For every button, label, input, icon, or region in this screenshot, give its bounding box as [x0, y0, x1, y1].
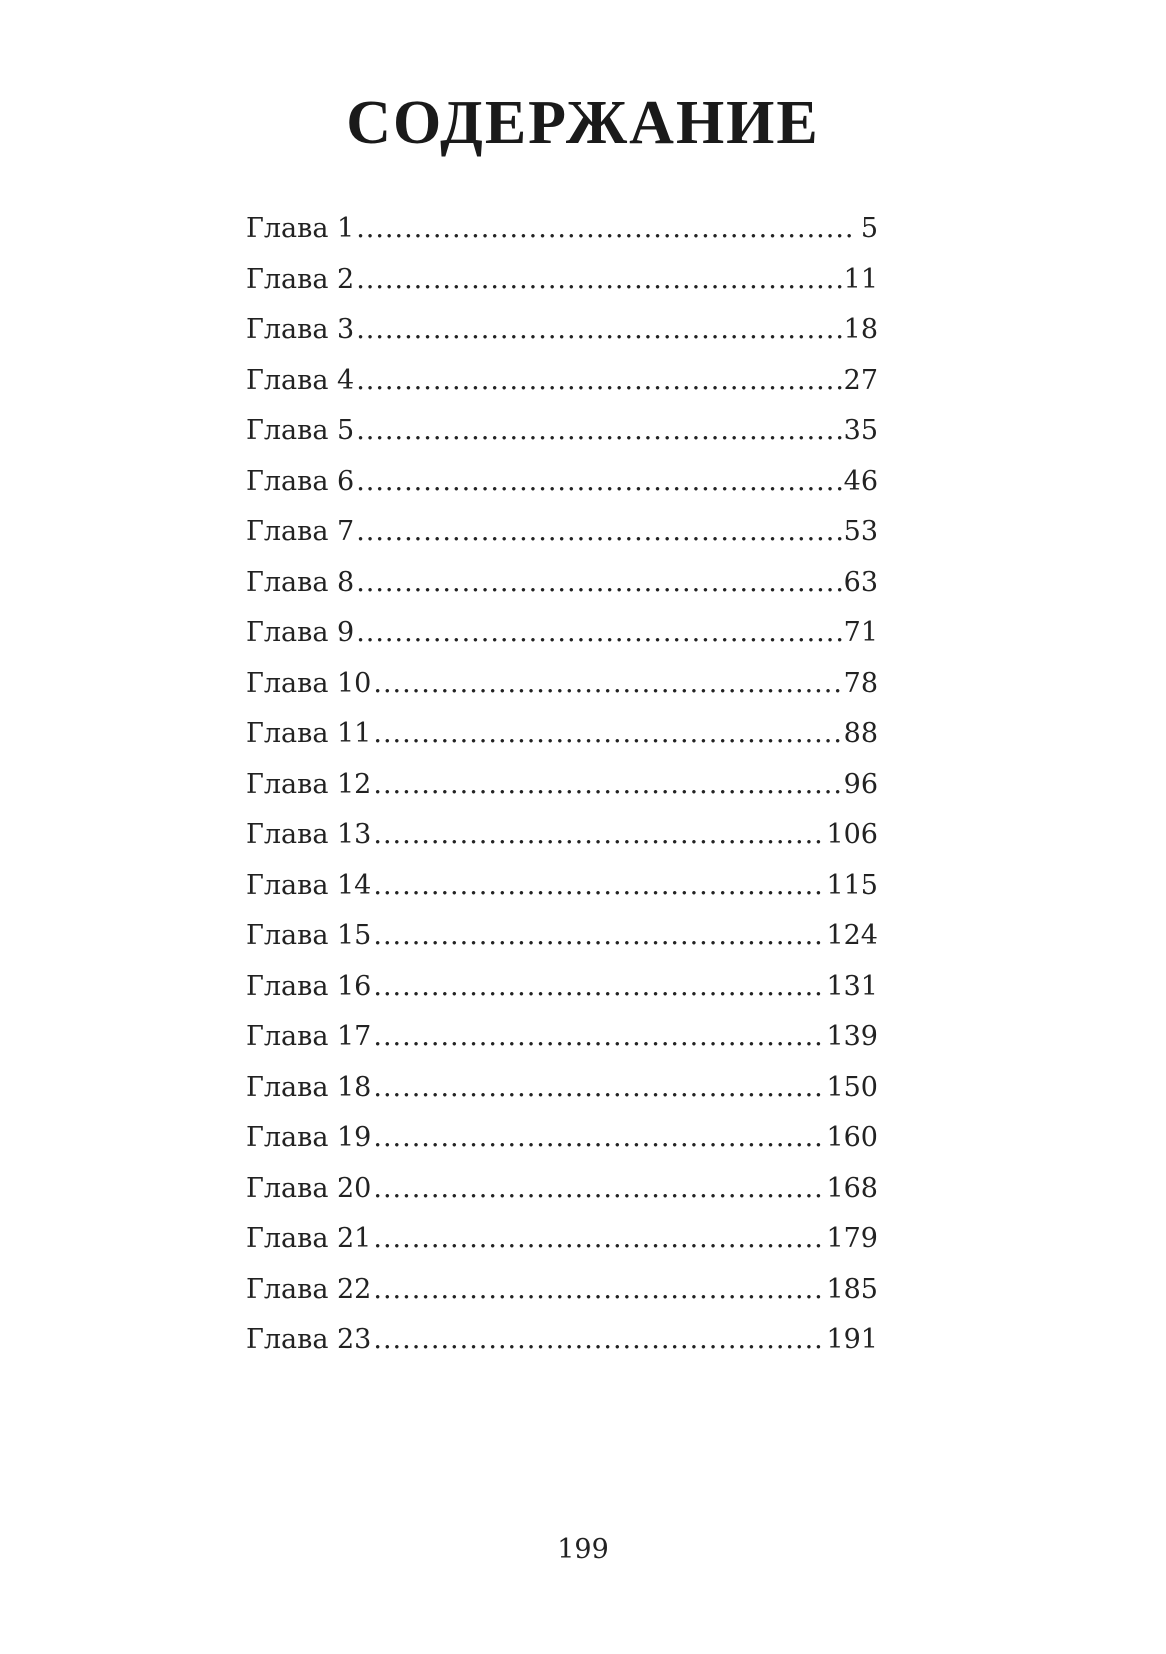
toc-entry [246, 608, 878, 659]
table-of-contents [246, 204, 878, 1366]
toc-entry-label: Глава 9 [246, 617, 355, 648]
dot-leader [373, 659, 841, 710]
dot-leader [373, 1012, 824, 1063]
toc-entry [246, 1164, 878, 1215]
toc-entry [246, 962, 878, 1013]
toc-entry-page: 139 [826, 1021, 878, 1052]
toc-entry-page: 168 [826, 1172, 878, 1204]
dot-leader [356, 507, 841, 558]
dot-leader [356, 558, 841, 609]
toc-entry [246, 1063, 878, 1114]
dot-leader [356, 255, 841, 306]
toc-entry [246, 709, 878, 760]
toc-entry-page: 27 [843, 364, 878, 396]
toc-entry-page: 88 [843, 718, 878, 749]
toc-entry-label: Глава 19 [246, 1122, 372, 1153]
dot-leader [356, 356, 841, 407]
toc-entry [246, 1315, 878, 1366]
toc-entry [246, 305, 878, 356]
toc-entry-label: Глава 6 [246, 465, 355, 497]
toc-entry-label: Глава 18 [246, 1071, 372, 1103]
toc-entry-label: Глава 10 [246, 667, 372, 699]
toc-entry-label: Глава 12 [246, 768, 372, 800]
toc-entry-label: Глава 16 [246, 970, 372, 1002]
dot-leader [373, 709, 841, 760]
toc-entry [246, 406, 878, 457]
dot-leader [356, 305, 841, 356]
toc-entry-label: Глава 14 [246, 869, 372, 901]
toc-entry-label: Глава 23 [246, 1324, 372, 1355]
toc-entry [246, 1012, 878, 1063]
toc-entry [246, 457, 878, 508]
toc-entry-label: Глава 13 [246, 819, 372, 850]
dot-leader [356, 608, 841, 659]
toc-entry-page: 96 [843, 768, 878, 800]
page-title: СОДЕРЖАНИЕ [346, 89, 820, 157]
toc-entry [246, 356, 878, 407]
toc-entry-label: Глава 21 [246, 1223, 372, 1254]
toc-entry-page: 160 [826, 1122, 878, 1153]
toc-entry-label: Глава 4 [246, 364, 355, 396]
toc-entry-page: 185 [826, 1273, 878, 1305]
toc-entry-page: 150 [826, 1071, 878, 1103]
toc-entry-page: 191 [826, 1324, 878, 1355]
toc-entry [246, 255, 878, 306]
toc-entry-label: Глава 2 [246, 263, 355, 295]
toc-entry-label: Глава 22 [246, 1273, 372, 1305]
toc-entry-page: 63 [843, 566, 878, 598]
toc-entry [246, 204, 878, 255]
toc-entry-label: Глава 20 [246, 1172, 372, 1204]
toc-entry [246, 861, 878, 912]
dot-leader [373, 1164, 824, 1215]
toc-entry-page: 46 [843, 465, 878, 497]
dot-leader [373, 1265, 824, 1316]
toc-entry-label: Глава 8 [246, 566, 355, 598]
dot-leader [373, 1063, 824, 1114]
toc-entry-page: 11 [843, 263, 878, 295]
dot-leader [356, 406, 841, 457]
page-number: 199 [557, 1534, 609, 1565]
dot-leader [373, 861, 824, 912]
toc-entry [246, 760, 878, 811]
dot-leader [373, 1315, 824, 1366]
toc-entry-page: 78 [843, 667, 878, 699]
toc-entry-page: 106 [826, 819, 878, 850]
dot-leader [373, 760, 841, 811]
toc-entry-label: Глава 1 [246, 213, 355, 244]
toc-entry [246, 1265, 878, 1316]
toc-entry [246, 507, 878, 558]
toc-entry-page: 5 [860, 213, 878, 244]
toc-entry-label: Глава 5 [246, 415, 355, 446]
dot-leader [373, 1214, 824, 1265]
dot-leader [373, 962, 824, 1013]
toc-entry-page: 53 [843, 516, 878, 547]
dot-leader [356, 457, 841, 508]
dot-leader [373, 911, 824, 962]
dot-leader [373, 1113, 824, 1164]
toc-entry-page: 115 [826, 869, 878, 901]
toc-entry-label: Глава 3 [246, 314, 355, 345]
toc-entry-label: Глава 15 [246, 920, 372, 951]
toc-entry-page: 131 [826, 970, 878, 1002]
toc-entry-page: 18 [843, 314, 878, 345]
toc-entry [246, 1214, 878, 1265]
toc-entry-page: 71 [843, 617, 878, 648]
toc-entry-label: Глава 17 [246, 1021, 372, 1052]
dot-leader [373, 810, 824, 861]
toc-entry [246, 810, 878, 861]
toc-entry [246, 659, 878, 710]
toc-entry-label: Глава 11 [246, 718, 372, 749]
dot-leader [356, 204, 856, 255]
toc-entry [246, 1113, 878, 1164]
toc-entry-page: 179 [826, 1223, 878, 1254]
toc-entry-page: 124 [826, 920, 878, 951]
toc-entry-page: 35 [843, 415, 878, 446]
toc-entry-label: Глава 7 [246, 516, 355, 547]
toc-entry [246, 911, 878, 962]
toc-entry [246, 558, 878, 609]
